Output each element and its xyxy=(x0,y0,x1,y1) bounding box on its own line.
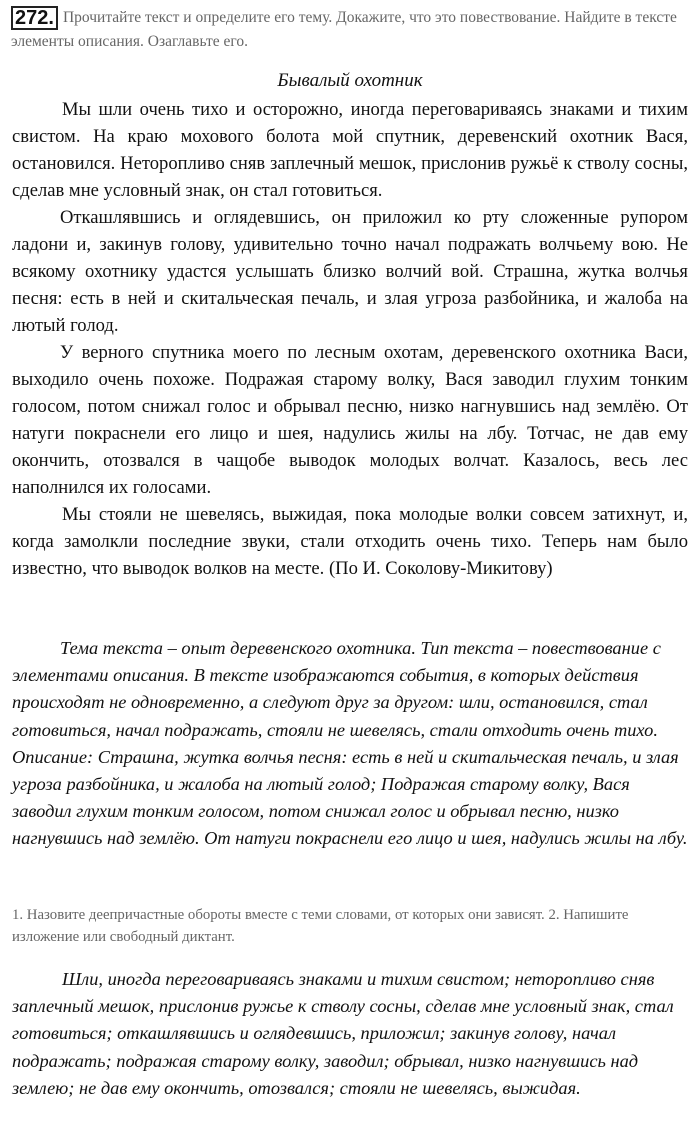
answer-participles xyxy=(12,966,690,1102)
story-paragraph: Мы стояли не шевелясь, выжидая, пока молодые волки совсем затихнут, и, когда замолкли последние звуки, стали отходить очень тихо. Теперь нам было известно, что выводок волков на месте. (По И. Соколову-Микитову) xyxy=(12,504,688,579)
answer-theme xyxy=(12,635,690,853)
story-title: Бывалый охотник xyxy=(277,70,423,91)
question-2: 1. Назовите деепричастные обороты вместе с теми словами, от которых они зависят. 2. Напишите изложение или свободный диктант. xyxy=(12,907,629,945)
answer-theme-text: Тема текста – опыт деревенского охотника. Тип текста – повествование с элементами описания. В тексте изображаются события, в которых действия происходят не одновременно, а следуют друг за другом: шли, остановился, стал готовиться, начал подражать, стояли не шевелясь, стали отходить очень тихо. Описание: Страшна, жутка волчья песня: есть в ней и скитальческая печаль, и злая угроза разбойника, и жалоба на лютый голод; Подражая старому волку, Вася заводил глухим тонким голосом, потом снижал голос и обрывал песню, низко нагнувшись над землёю. От натуги покраснели его лицо и шея, надулись жилы на лбу. xyxy=(12,638,688,849)
answer-participles-text: Шли, иногда переговариваясь знаками и тихим свистом; неторопливо сняв заплечный мешок, прислонив ружье к стволу сосны, сделав мне условный знак, стал готовиться; откашлявшись и оглядевшись, приложил; закинув голову, начал подражать; подражая старому волку, заводил; обрывал, низко нагнувшись над землею; не дав ему окончить, отозвался; стояли не шевелясь, выжидая. xyxy=(12,969,674,1098)
task-number: 272. xyxy=(11,6,58,30)
task-instruction: Прочитайте текст и определите его тему. Докажите, что это повествование. Найдите в тексте элементы описания. Озаглавьте его. xyxy=(11,9,677,50)
story-text xyxy=(12,96,688,582)
story-paragraph: Мы шли очень тихо и осторожно, иногда переговариваясь знаками и тихим свистом. На краю мохового болота мой спутник, деревенский охотник Вася, остановился. Неторопливо сняв заплечный мешок, прислонив ружьё к стволу сосны, сделав мне условный знак, он стал готовиться. xyxy=(12,99,688,201)
story-paragraph: Откашлявшись и оглядевшись, он приложил ко рту сложенные рупором ладони и, закинув голову, удивительно точно начал подражать волчьему вою. Не всякому охотнику удастся услышать близко волчий вой. Страшна, жутка волчья песня: есть в ней и скитальческая печаль, и злая угроза разбойника, и жалоба на лютый голод. xyxy=(12,207,688,336)
story-paragraph: У верного спутника моего по лесным охотам, деревенского охотника Васи, выходило очень похоже. Подражая старому волку, Вася заводил глухим тонким голосом, потом снижал голос и обрывал песню, низко нагнувшись над землёю. От натуги покраснели его лицо и шея, надулись жилы на лбу. Тотчас, не дав ему окончить, отозвался в чащобе выводок молодых волчат. Казалось, весь лес наполнился их голосами. xyxy=(12,342,688,498)
task-header xyxy=(11,6,691,53)
